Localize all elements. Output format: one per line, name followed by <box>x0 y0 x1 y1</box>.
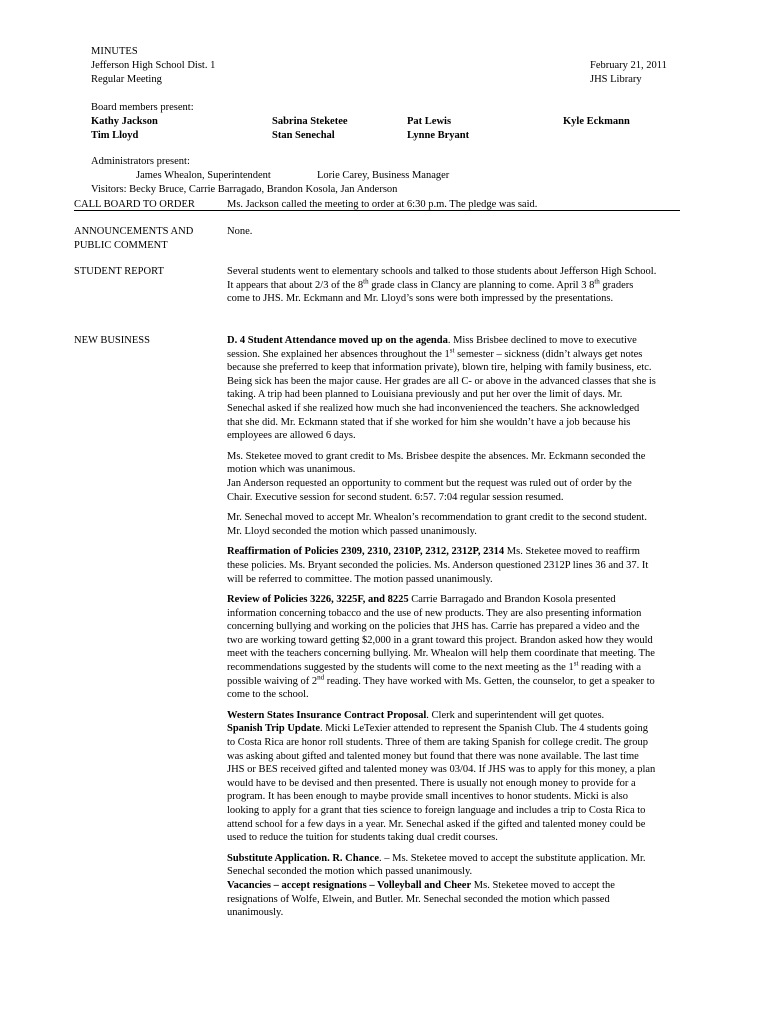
section-label-announcements: ANNOUNCEMENTS AND PUBLIC COMMENT <box>74 226 194 251</box>
board-member: Sabrina Steketee <box>272 116 348 127</box>
board-member: Lynne Bryant <box>407 130 470 141</box>
administrator-business-manager: Lorie Carey, Business Manager <box>317 170 450 181</box>
horizontal-rule <box>74 210 680 211</box>
section-text-call-to-order: Ms. Jackson called the meeting to order at 6:30 p.m. The pledge was said. <box>227 199 538 210</box>
administrator-superintendent: James Whealon, Superintendent <box>136 170 271 181</box>
section-label-new-business: NEW BUSINESS <box>74 335 150 346</box>
header-left <box>91 45 215 87</box>
paragraph-second-student: Mr. Senechal moved to accept Mr. Whealon’s recommendation to grant credit to the second student. Mr. Lloyd seconded the motion which passed unanimously. <box>227 512 647 537</box>
paragraph-motion-credit: Ms. Steketee moved to grant credit to Ms. Brisbee despite the absences. Mr. Eckmann seconded the motion which was unanimous. Jan Anderson requested an opportunity to comment but the request was ruled out of order by the Chair. Executive session for second student. 6:57. 7:04 regular session resumed. <box>227 450 646 503</box>
section-text-new-business <box>227 334 657 927</box>
school-name: Jefferson High School Dist. 1 <box>91 60 216 71</box>
paragraph-insurance-spanish-trip: Western States Insurance Contract Proposal. Clerk and superintendent will get quotes. Spanish Trip Update. Micki LeTexier attended to represent the Spanish Club. The 4 students going to Costa Rica are honor roll students. Three of them are taking Spanish for college credit. The group was asking about gifted and talented money but found that there was none available. The last time JHS or BES received gifted and talented money was 03/04. If JHS was to apply for this money, a plan would have to be devised and then presented. There is usually not enough money to provide for a program. It has been enough to maybe provide small incentives to honor students. Micki is also looking to apply for a grant that ties science to foreign language and includes a trip to Costa Rica to attend school for a few days in a year. Mr. Senechal asked if the gifted and talented money could be used to reduce the tuition for students taking dual credit courses. <box>227 709 656 844</box>
header-right <box>590 59 667 87</box>
paragraph-reaffirmation: Reaffirmation of Policies 2309, 2310, 2310P, 2312, 2312P, 2314 Ms. Steketee moved to reaffirm these policies. Ms. Bryant seconded the policies. Ms. Anderson questioned 2312P lines 36 and 37. It will be referred to committee. The motion passed unanimously. <box>227 546 649 585</box>
doc-type: MINUTES <box>91 46 138 57</box>
board-member: Pat Lewis <box>407 116 452 127</box>
board-member: Tim Lloyd <box>91 130 139 141</box>
section-text-student-report: Several students went to elementary schools and talked to those students about Jefferson High School. It appears that about 2/3 of the 8th grade class in Clancy are planning to come. April 3 8th graders come to JHS. Mr. Eckmann and Mr. Lloyd’s sons were both impressed by the presentations. <box>227 266 657 305</box>
section-text-announcements: None. <box>227 226 253 237</box>
meeting-date: February 21, 2011 <box>590 60 667 71</box>
board-members-title: Board members present: <box>91 102 194 113</box>
section-label-call-to-order: CALL BOARD TO ORDER <box>74 199 195 210</box>
administrators-title: Administrators present: <box>91 156 190 167</box>
meeting-location: JHS Library <box>590 74 642 85</box>
paragraph-substitute-vacancies: Substitute Application. R. Chance. – Ms. Steketee moved to accept the substitute application. Mr. Senechal seconded the motion which passed unanimously. Vacancies – accept resignations – Volleyball and Cheer Ms. Steketee moved to accept the resignations of Wolfe, Elwein, and Butler. Mr. Senechal seconded the motion which passed unanimously. <box>227 852 646 919</box>
meeting-type: Regular Meeting <box>91 74 162 85</box>
visitors-list: Visitors: Becky Bruce, Carrie Barragado, Brandon Kosola, Jan Anderson <box>91 184 398 195</box>
paragraph-policy-review: Review of Policies 3226, 3225F, and 8225 Carrie Barragado and Brandon Kosola presented information concerning tobacco and the use of new products. They are also presenting information concerning bullying and working on the policies that JHS has. Carrie has prepared a video and the two are working toward getting $2,000 in a grant toward this project. Brandon asked how they would meet with the teachers concerning bullying. Mr. Whealon will help them coordinate that meeting. The recommendations suggested by the students will come to the next meeting as the 1st reading with a possible waiving of 2nd reading. They have worked with Ms. Getten, the counselor, to get a speaker to come to the school. <box>227 594 655 701</box>
board-member: Stan Senechal <box>272 130 335 141</box>
paragraph-student-attendance: D. 4 Student Attendance moved up on the agenda. Miss Brisbee declined to move to executive session. She explained her absences throughout the 1st semester – sickness (didn’t always get notes because she preferred to keep that information private), blown tire, helping with family business, etc. Being sick has been the major cause. Her grades are all C- or above in the advanced classes that she is taking. A trip had been planned to Louisiana previously and put her over the limit of days. Mr. Senechal asked if she realized how much she had inconvenienced the teachers. She acknowledged that she did. Mr. Eckmann stated that if she worked for him she wouldn’t have a job because his employees are allowed 6 days. <box>227 335 656 442</box>
section-label-student-report: STUDENT REPORT <box>74 266 164 277</box>
board-member: Kyle Eckmann <box>563 116 630 127</box>
board-member: Kathy Jackson <box>91 116 158 127</box>
